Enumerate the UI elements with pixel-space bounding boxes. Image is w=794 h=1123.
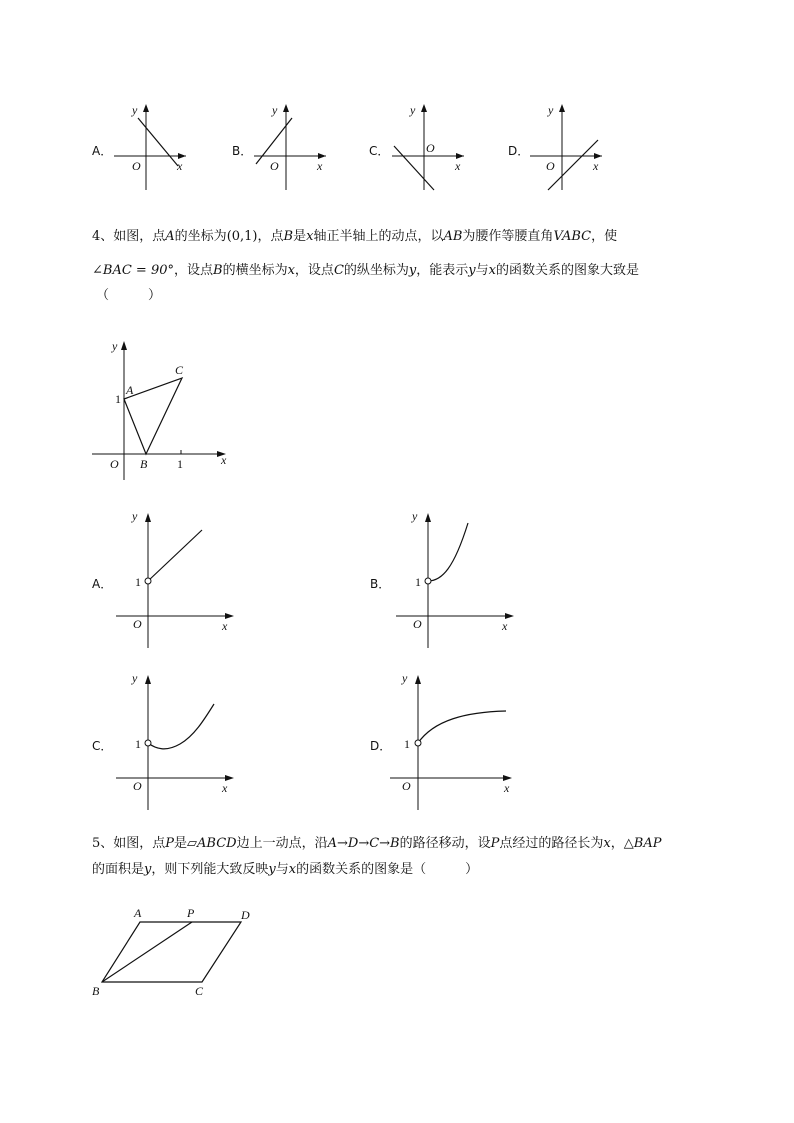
q4-option-c-label: C． (92, 739, 113, 753)
q3c-y-label: y (410, 103, 416, 117)
q4a-x-label: x (222, 619, 228, 633)
q4-text-line-1: 4、如图，点A的坐标为(0,1)，点B是x轴正半轴上的动点，以AB为腰作等腰直角VABC，使 (92, 229, 618, 244)
q4-option-b-graph (392, 508, 522, 650)
q4-option-c-graph (112, 670, 242, 812)
q4-fig-x-label: x (221, 453, 227, 467)
q3d-y-label: y (548, 103, 554, 117)
q4a-one-label: 1 (135, 575, 141, 589)
q4-option-b-label: B． (370, 577, 391, 591)
q3-option-c-graph (388, 100, 468, 192)
q3a-x-label: x (177, 159, 183, 173)
q4d-origin-label: O (402, 779, 411, 793)
q5-text-line-1: 5、如图，点P是▱ABCD边上一动点，沿A→D→C→B的路径移动，设P点经过的路径长为x，△BAP (92, 836, 662, 851)
q3b-y-label: y (272, 103, 278, 117)
q4-triangle-figure (88, 336, 238, 484)
q5-fig-point-b: B (92, 984, 100, 998)
q4-fig-origin: O (110, 457, 119, 471)
q3a-y-label: y (132, 103, 138, 117)
q3-option-b-graph (250, 100, 330, 192)
q3-option-b-label: B． (232, 144, 253, 158)
q4-fig-point-b: B (140, 457, 148, 471)
q3d-x-label: x (593, 159, 599, 173)
q4-option-d-graph (386, 670, 518, 812)
q5-fig-point-a: A (134, 906, 142, 920)
q5-fig-point-p: P (187, 906, 195, 920)
q4-option-a-graph (112, 508, 242, 650)
q4c-y-label: y (132, 671, 138, 685)
q5-fig-point-c: C (195, 984, 204, 998)
q4-option-a-label: A． (92, 577, 113, 591)
q5-fig-point-d: D (241, 908, 250, 922)
q3-option-a-graph (110, 100, 190, 192)
q4-text-line-2: ∠BAC = 90°，设点B的横坐标为x，设点C的纵坐标为y，能表示y与x的函数关系的图象大致是 (92, 263, 640, 278)
q4-fig-point-a: A (126, 383, 134, 397)
q4-fig-point-c: C (175, 363, 184, 377)
q3b-origin-label: O (270, 159, 279, 173)
q3d-origin-label: O (546, 159, 555, 173)
q4b-y-label: y (412, 509, 418, 523)
q3-option-d-graph (526, 100, 606, 192)
q5-text-line-2: 的面积是y，则下列能大致反映y与x的函数关系的图象是（ ） (92, 862, 479, 877)
q4b-one-label: 1 (415, 575, 421, 589)
q4b-x-label: x (502, 619, 508, 633)
q4c-origin-label: O (133, 779, 142, 793)
q3c-x-label: x (455, 159, 461, 173)
q4d-y-label: y (402, 671, 408, 685)
q4a-origin-label: O (133, 617, 142, 631)
q4-answer-paren: （ ） (96, 288, 162, 303)
q4d-one-label: 1 (404, 737, 410, 751)
q3-option-a-label: A． (92, 144, 113, 158)
q4-fig-y-label: y (112, 339, 118, 353)
q4a-y-label: y (132, 509, 138, 523)
q3a-origin-label: O (132, 159, 141, 173)
q4c-one-label: 1 (135, 737, 141, 751)
q4-option-d-label: D． (370, 739, 392, 753)
q5-parallelogram-figure (88, 904, 268, 1000)
q3-option-d-label: D． (508, 144, 530, 158)
q4b-origin-label: O (413, 617, 422, 631)
q4-fig-x-one: 1 (177, 457, 183, 471)
q4-fig-y-one: 1 (115, 392, 121, 406)
q3b-x-label: x (317, 159, 323, 173)
q3c-origin-label: O (426, 141, 435, 155)
q4c-x-label: x (222, 781, 228, 795)
q4d-x-label: x (504, 781, 510, 795)
q3-option-c-label: C． (369, 144, 390, 158)
